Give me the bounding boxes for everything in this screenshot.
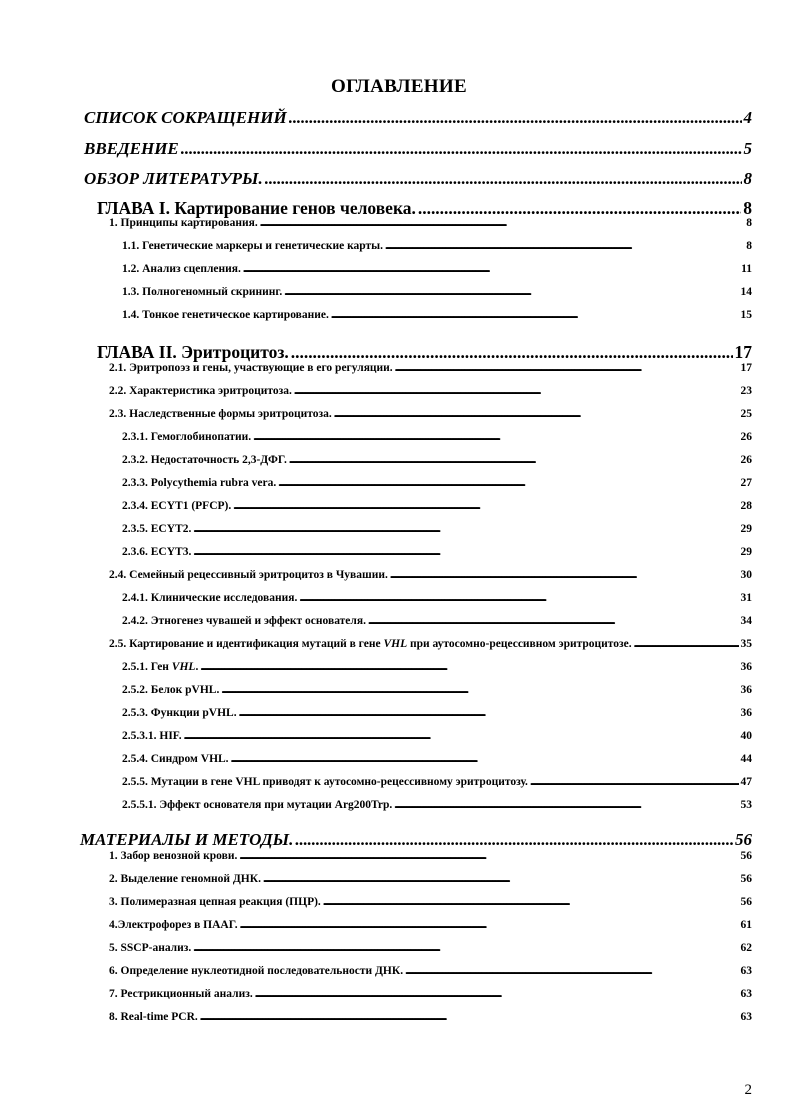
- leader-dots: [294, 385, 739, 397]
- toc-entry-page: 36: [740, 707, 752, 719]
- toc-entry-label: 8. Real-time PCR.: [109, 1011, 198, 1023]
- toc-entry-page: 56: [740, 850, 752, 862]
- leader-dots: [291, 342, 733, 363]
- toc-entry-label: 1. Забор венозной крови.: [109, 850, 238, 862]
- label-part: .: [195, 661, 199, 673]
- toc-entry-page: 63: [740, 988, 752, 1000]
- leader-dots: [289, 108, 742, 128]
- leader-dots: [181, 139, 742, 159]
- toc-entry-page: 29: [740, 523, 752, 535]
- leader-dots: [334, 408, 739, 420]
- toc-entry-page: 63: [740, 1011, 752, 1023]
- toc-entry[interactable]: [109, 942, 752, 957]
- leader-dots: [390, 569, 739, 581]
- leader-dots: [289, 454, 739, 466]
- leader-dots: [184, 730, 739, 742]
- toc-entry-label: 7. Рестрикционный анализ.: [109, 988, 253, 1000]
- toc-entry[interactable]: [122, 477, 752, 492]
- toc-entry[interactable]: [122, 523, 752, 538]
- toc-entry-label: 1.2. Анализ сцепления.: [122, 263, 241, 275]
- leader-dots: [193, 942, 738, 954]
- toc-entry[interactable]: [122, 753, 752, 768]
- toc-entry-label: СПИСОК СОКРАЩЕНИЙ: [84, 108, 287, 127]
- toc-entry[interactable]: [109, 217, 752, 232]
- page-number: 2: [744, 1082, 752, 1098]
- toc-entry[interactable]: [122, 684, 752, 699]
- toc-entry-page: 30: [740, 569, 752, 581]
- toc-entry-page: 28: [740, 500, 752, 512]
- toc-entry-page: 56: [735, 830, 752, 849]
- toc-entry-label: 1.1. Генетические маркеры и генетические карты.: [122, 240, 384, 252]
- toc-entry[interactable]: [122, 431, 752, 446]
- toc-entry-page: 40: [740, 730, 752, 742]
- leader-dots: [418, 198, 741, 219]
- toc-entry-label: ГЛАВА II. Эритроцитоз.: [97, 342, 289, 362]
- toc-entry-label: 3. Полимеразная цепная реакция (ПЦР).: [109, 896, 321, 908]
- toc-entry-page: 26: [740, 454, 752, 466]
- toc-entry-page: 61: [740, 919, 752, 931]
- toc-entry-page: 31: [740, 592, 752, 604]
- leader-dots: [394, 799, 738, 811]
- toc-entry-page: 44: [740, 753, 752, 765]
- toc-entry[interactable]: [122, 309, 752, 324]
- toc-entry-label: ГЛАВА I. Картирование генов человека.: [97, 198, 416, 218]
- leader-dots: [239, 707, 739, 719]
- leader-dots: [200, 1011, 739, 1023]
- leader-dots: [295, 830, 733, 850]
- toc-entry-page: 47: [740, 776, 752, 788]
- toc-entry[interactable]: [109, 569, 752, 584]
- toc-title: ОГЛАВЛЕНИЕ: [331, 76, 467, 97]
- toc-entry-page: 34: [740, 615, 752, 627]
- toc-entry[interactable]: [122, 661, 752, 676]
- leader-dots: [530, 776, 739, 788]
- toc-entry[interactable]: [109, 873, 752, 888]
- leader-dots: [260, 217, 745, 229]
- toc-entry-label: 2.3.5. ECYT2.: [122, 523, 192, 535]
- toc-entry-page: 4: [743, 108, 752, 127]
- toc-entry[interactable]: [109, 988, 752, 1003]
- toc-entry-label: 2.3.6. ECYT3.: [122, 546, 192, 558]
- toc-entry-page: 15: [740, 309, 752, 321]
- toc-entry-label: 2.5.2. Белок pVHL.: [122, 684, 220, 696]
- toc-entry-label: 2.1. Эритропоэз и гены, участвующие в его регуляции.: [109, 362, 393, 374]
- toc-entry-label: 2.4. Семейный рецессивный эритроцитоз в Чувашии.: [109, 569, 388, 581]
- leader-dots: [231, 753, 739, 765]
- toc-entry[interactable]: [122, 592, 752, 607]
- toc-entry-page: 35: [740, 638, 752, 650]
- toc-entry-label: 4.Электрофорез в ПААГ.: [109, 919, 238, 931]
- toc-entry[interactable]: [109, 362, 752, 377]
- toc-entry[interactable]: [109, 919, 752, 934]
- toc-entry-label: 5. SSCP-анализ.: [109, 942, 192, 954]
- toc-entry-page: 26: [740, 431, 752, 443]
- toc-entry-page: 8: [746, 217, 752, 229]
- toc-entry-label: [109, 638, 632, 650]
- toc-entry[interactable]: [122, 454, 752, 469]
- toc-entry[interactable]: [109, 638, 752, 653]
- gene-name: VHL: [171, 661, 196, 673]
- toc-entry-page: 17: [740, 362, 752, 374]
- label-part: 2.5.1. Ген: [122, 661, 172, 673]
- leader-dots: [299, 592, 738, 604]
- label-part: 2.5. Картирование и идентификация мутаций в гене: [109, 638, 384, 650]
- toc-entry-page: 27: [740, 477, 752, 489]
- toc-entry-label: 6. Определение нуклеотидной последовательности ДНК.: [109, 965, 404, 977]
- toc-entry[interactable]: [122, 286, 752, 301]
- toc-entry-page: 5: [743, 139, 752, 158]
- toc-entry-page: 25: [740, 408, 752, 420]
- toc-entry-page: 63: [740, 965, 752, 977]
- toc-entry-page: 56: [740, 873, 752, 885]
- leader-dots: [331, 309, 739, 321]
- gene-name: VHL: [383, 638, 408, 650]
- toc-entry-label: 2.5.3.1. HIF.: [122, 730, 182, 742]
- leader-dots: [265, 169, 742, 189]
- leader-dots: [385, 240, 744, 252]
- toc-entry-page: 8: [746, 240, 752, 252]
- leader-dots: [255, 988, 739, 1000]
- leader-dots: [323, 896, 739, 908]
- leader-dots: [395, 362, 739, 374]
- toc-entry-label: ОБЗОР ЛИТЕРАТУРЫ.: [84, 169, 263, 188]
- toc-entry[interactable]: [109, 408, 752, 423]
- toc-entry-page: 56: [740, 896, 752, 908]
- leader-dots: [193, 546, 738, 558]
- toc-entry[interactable]: [109, 1011, 752, 1026]
- toc-entry[interactable]: [122, 500, 752, 515]
- toc-entry-label: 2.4.2. Этногенез чувашей и эффект основателя.: [122, 615, 366, 627]
- toc-entry[interactable]: [122, 776, 752, 791]
- toc-entry-label: 1.3. Полногеномный скрининг.: [122, 286, 283, 298]
- leader-dots: [243, 263, 739, 275]
- toc-entry-page: 14: [740, 286, 752, 298]
- toc-entry-label: 2.5.5. Мутации в гене VHL приводят к аутосомно-рецессивному эритроцитозу.: [122, 776, 528, 788]
- toc-entry[interactable]: [122, 707, 752, 722]
- toc-entry-page: 11: [741, 263, 752, 275]
- toc-entry[interactable]: [122, 240, 752, 255]
- toc-entry-page: 36: [740, 684, 752, 696]
- toc-entry[interactable]: [109, 850, 752, 865]
- toc-entry[interactable]: [122, 263, 752, 278]
- toc-entry-abbreviations[interactable]: [84, 108, 752, 130]
- label-part: при аутосомно-рецессивном эритроцитозе.: [407, 638, 632, 650]
- toc-entry-page: 29: [740, 546, 752, 558]
- toc-entry-materials-methods[interactable]: [80, 830, 752, 852]
- toc-entry[interactable]: [122, 799, 752, 814]
- toc-entry-label: 2.2. Характеристика эритроцитоза.: [109, 385, 292, 397]
- toc-entry-page: 23: [740, 385, 752, 397]
- toc-entry[interactable]: [122, 615, 752, 630]
- toc-entry-page: 53: [740, 799, 752, 811]
- leader-dots: [405, 965, 738, 977]
- toc-entry-literature-review[interactable]: [84, 169, 752, 191]
- leader-dots: [263, 873, 739, 885]
- toc-entry-label: МАТЕРИАЛЫ И МЕТОДЫ.: [80, 830, 294, 849]
- toc-entry-page: 17: [734, 342, 752, 362]
- leader-dots: [284, 286, 738, 298]
- toc-entry-label: 2.3. Наследственные формы эритроцитоза.: [109, 408, 332, 420]
- leader-dots: [368, 615, 739, 627]
- toc-entry-introduction[interactable]: [84, 139, 752, 161]
- toc-entry-label: ВВЕДЕНИЕ: [84, 139, 179, 158]
- toc-entry[interactable]: [122, 730, 752, 745]
- leader-dots: [634, 638, 739, 650]
- leader-dots: [221, 684, 738, 696]
- toc-entry-page: 62: [740, 942, 752, 954]
- toc-entry-label: 1.4. Тонкое генетическое картирование.: [122, 309, 329, 321]
- toc-entry-label: 1. Принципы картирования.: [109, 217, 258, 229]
- toc-entry-page: 36: [740, 661, 752, 673]
- toc-entry-label: 2. Выделение геномной ДНК.: [109, 873, 261, 885]
- toc-entry-page: 8: [743, 169, 752, 188]
- leader-dots: [240, 919, 739, 931]
- toc-entry[interactable]: [109, 896, 752, 911]
- toc-entry-label: 2.5.4. Синдром VHL.: [122, 753, 229, 765]
- leader-dots: [233, 500, 738, 512]
- toc-entry[interactable]: [122, 546, 752, 561]
- toc-entry-label: 2.4.1. Клинические исследования.: [122, 592, 298, 604]
- toc-entry[interactable]: [109, 385, 752, 400]
- leader-dots: [193, 523, 738, 535]
- toc-entry-label: 2.3.4. ECYT1 (PFCP).: [122, 500, 232, 512]
- toc-entry-label: 2.3.1. Гемоглобинопатии.: [122, 431, 252, 443]
- leader-dots: [239, 850, 738, 862]
- toc-entry-page: 8: [743, 198, 752, 218]
- leader-dots: [200, 661, 738, 673]
- toc-entry-chapter-2[interactable]: [97, 342, 752, 364]
- toc-entry-label: 2.3.2. Недостаточность 2,3-ДФГ.: [122, 454, 287, 466]
- leader-dots: [253, 431, 738, 443]
- toc-entry-label: [122, 661, 198, 673]
- toc-entry-label: 2.5.5.1. Эффект основателя при мутации Arg200Trp.: [122, 799, 393, 811]
- toc-entry-label: 2.3.3. Polycythemia rubra vera.: [122, 477, 277, 489]
- toc-entry-label: 2.5.3. Функции pVHL.: [122, 707, 237, 719]
- toc-entry[interactable]: [109, 965, 752, 980]
- leader-dots: [278, 477, 738, 489]
